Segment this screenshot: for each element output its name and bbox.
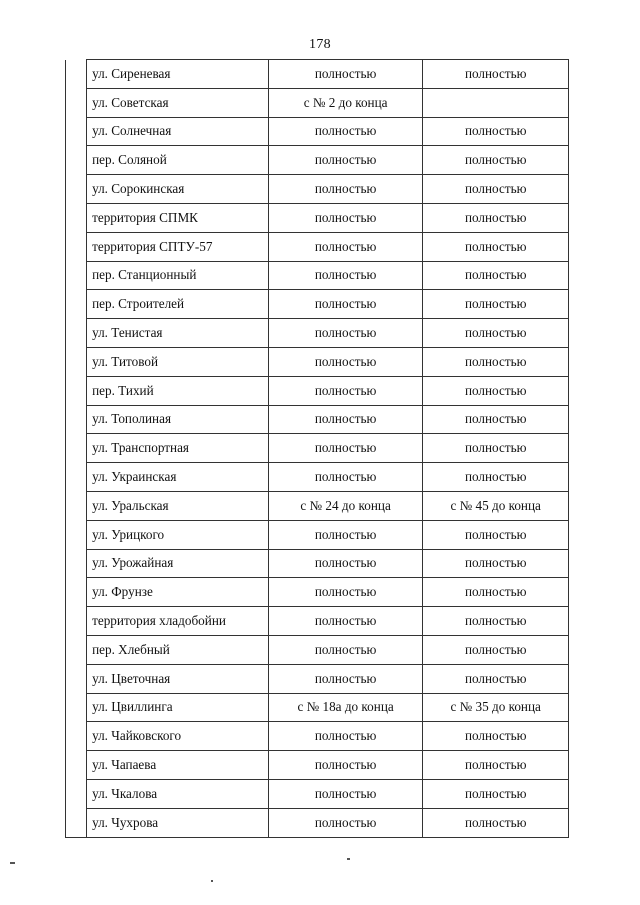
coverage-cell: полностью [423,117,569,146]
table-row [66,779,569,808]
street-name-cell: территория СПМК [87,203,269,232]
coverage-cell: полностью [423,347,569,376]
street-name-cell: ул. Чухрова [87,808,269,837]
street-name-cell: ул. Сорокинская [87,175,269,204]
street-name-cell: ул. Сиреневая [87,60,269,89]
coverage-cell: с № 18а до конца [268,693,423,722]
coverage-cell: полностью [268,549,423,578]
street-name-cell: ул. Цветочная [87,664,269,693]
table-row [66,635,569,664]
coverage-cell: полностью [268,146,423,175]
coverage-cell: полностью [268,607,423,636]
coverage-cell: полностью [268,175,423,204]
street-name-cell: ул. Тополиная [87,405,269,434]
street-name-cell: пер. Соляной [87,146,269,175]
coverage-cell: полностью [423,146,569,175]
street-name-cell: пер. Тихий [87,376,269,405]
street-name-cell: пер. Хлебный [87,635,269,664]
margin-cell [66,146,87,175]
margin-cell [66,578,87,607]
street-name-cell: пер. Станционный [87,261,269,290]
coverage-cell [423,88,569,117]
street-name-cell: ул. Советская [87,88,269,117]
street-name-cell: ул. Тенистая [87,319,269,348]
table-row [66,520,569,549]
coverage-cell: полностью [423,60,569,89]
street-name-cell: ул. Транспортная [87,434,269,463]
coverage-cell: полностью [423,549,569,578]
coverage-cell: полностью [423,607,569,636]
scan-mark [347,858,350,860]
margin-cell [66,463,87,492]
coverage-cell: полностью [423,664,569,693]
coverage-cell: полностью [268,434,423,463]
coverage-cell: полностью [423,722,569,751]
table-row [66,60,569,89]
coverage-cell: полностью [423,232,569,261]
table-row [66,261,569,290]
street-name-cell: ул. Урожайная [87,549,269,578]
margin-cell [66,549,87,578]
coverage-cell: полностью [268,347,423,376]
margin-cell [66,779,87,808]
street-name-cell: ул. Чкалова [87,779,269,808]
margin-cell [66,693,87,722]
coverage-cell: полностью [423,175,569,204]
street-name-cell: ул. Титовой [87,347,269,376]
margin-cell [66,635,87,664]
scan-mark [211,880,213,882]
table-row [66,578,569,607]
street-name-cell: ул. Урицкого [87,520,269,549]
margin-cell [66,751,87,780]
table-row [66,88,569,117]
coverage-cell: полностью [423,463,569,492]
streets-table [65,59,569,838]
table-row [66,693,569,722]
street-name-cell: ул. Украинская [87,463,269,492]
margin-cell [66,175,87,204]
coverage-cell: с № 45 до конца [423,491,569,520]
coverage-cell: полностью [268,808,423,837]
table-row [66,722,569,751]
margin-cell [66,117,87,146]
coverage-cell: полностью [268,722,423,751]
table-row [66,463,569,492]
coverage-cell: полностью [423,578,569,607]
coverage-cell: полностью [268,405,423,434]
coverage-cell: полностью [423,203,569,232]
coverage-cell: полностью [423,261,569,290]
margin-cell [66,376,87,405]
street-name-cell: ул. Солнечная [87,117,269,146]
table-row [66,664,569,693]
coverage-cell: полностью [423,635,569,664]
scan-mark [10,862,15,864]
margin-cell [66,319,87,348]
table-row [66,808,569,837]
street-name-cell: ул. Чапаева [87,751,269,780]
coverage-cell: полностью [268,635,423,664]
coverage-cell: полностью [423,520,569,549]
coverage-cell: полностью [268,578,423,607]
margin-cell [66,520,87,549]
coverage-cell: полностью [423,434,569,463]
coverage-cell: полностью [268,520,423,549]
coverage-cell: полностью [268,751,423,780]
coverage-cell: полностью [268,319,423,348]
street-name-cell: ул. Цвиллинга [87,693,269,722]
coverage-cell: с № 35 до конца [423,693,569,722]
coverage-cell: полностью [268,261,423,290]
coverage-cell: полностью [268,376,423,405]
margin-cell [66,347,87,376]
table-row [66,203,569,232]
margin-cell [66,808,87,837]
margin-cell [66,434,87,463]
coverage-cell: полностью [423,319,569,348]
margin-cell [66,405,87,434]
coverage-cell: полностью [268,232,423,261]
margin-cell [66,232,87,261]
margin-cell [66,722,87,751]
coverage-cell: полностью [268,117,423,146]
margin-cell [66,607,87,636]
coverage-cell: полностью [268,290,423,319]
table-row [66,175,569,204]
street-name-cell: ул. Уральская [87,491,269,520]
street-name-cell: пер. Строителей [87,290,269,319]
coverage-cell: полностью [268,779,423,808]
coverage-cell: полностью [268,203,423,232]
margin-cell [66,203,87,232]
street-name-cell: ул. Чайковского [87,722,269,751]
margin-cell [66,664,87,693]
street-name-cell: территория хладобойни [87,607,269,636]
table-row [66,117,569,146]
coverage-cell: полностью [423,808,569,837]
coverage-cell: полностью [423,290,569,319]
coverage-cell: с № 24 до конца [268,491,423,520]
coverage-cell: полностью [268,664,423,693]
table-row [66,146,569,175]
table-row [66,434,569,463]
table-row [66,347,569,376]
margin-cell [66,290,87,319]
margin-cell [66,88,87,117]
coverage-cell: полностью [423,751,569,780]
coverage-cell: полностью [268,60,423,89]
coverage-cell: полностью [423,376,569,405]
table-row [66,376,569,405]
table-row [66,319,569,348]
margin-cell [66,261,87,290]
coverage-cell: полностью [423,405,569,434]
coverage-cell: полностью [268,463,423,492]
table-row [66,549,569,578]
table-row [66,405,569,434]
page-number: 178 [309,37,331,52]
table-row [66,290,569,319]
table-row [66,607,569,636]
table-row [66,751,569,780]
street-name-cell: территория СПТУ-57 [87,232,269,261]
coverage-cell: с № 2 до конца [268,88,423,117]
margin-cell [66,60,87,89]
coverage-cell: полностью [423,779,569,808]
street-name-cell: ул. Фрунзе [87,578,269,607]
table-body [66,60,569,838]
table-row [66,232,569,261]
table-row [66,491,569,520]
margin-cell [66,491,87,520]
